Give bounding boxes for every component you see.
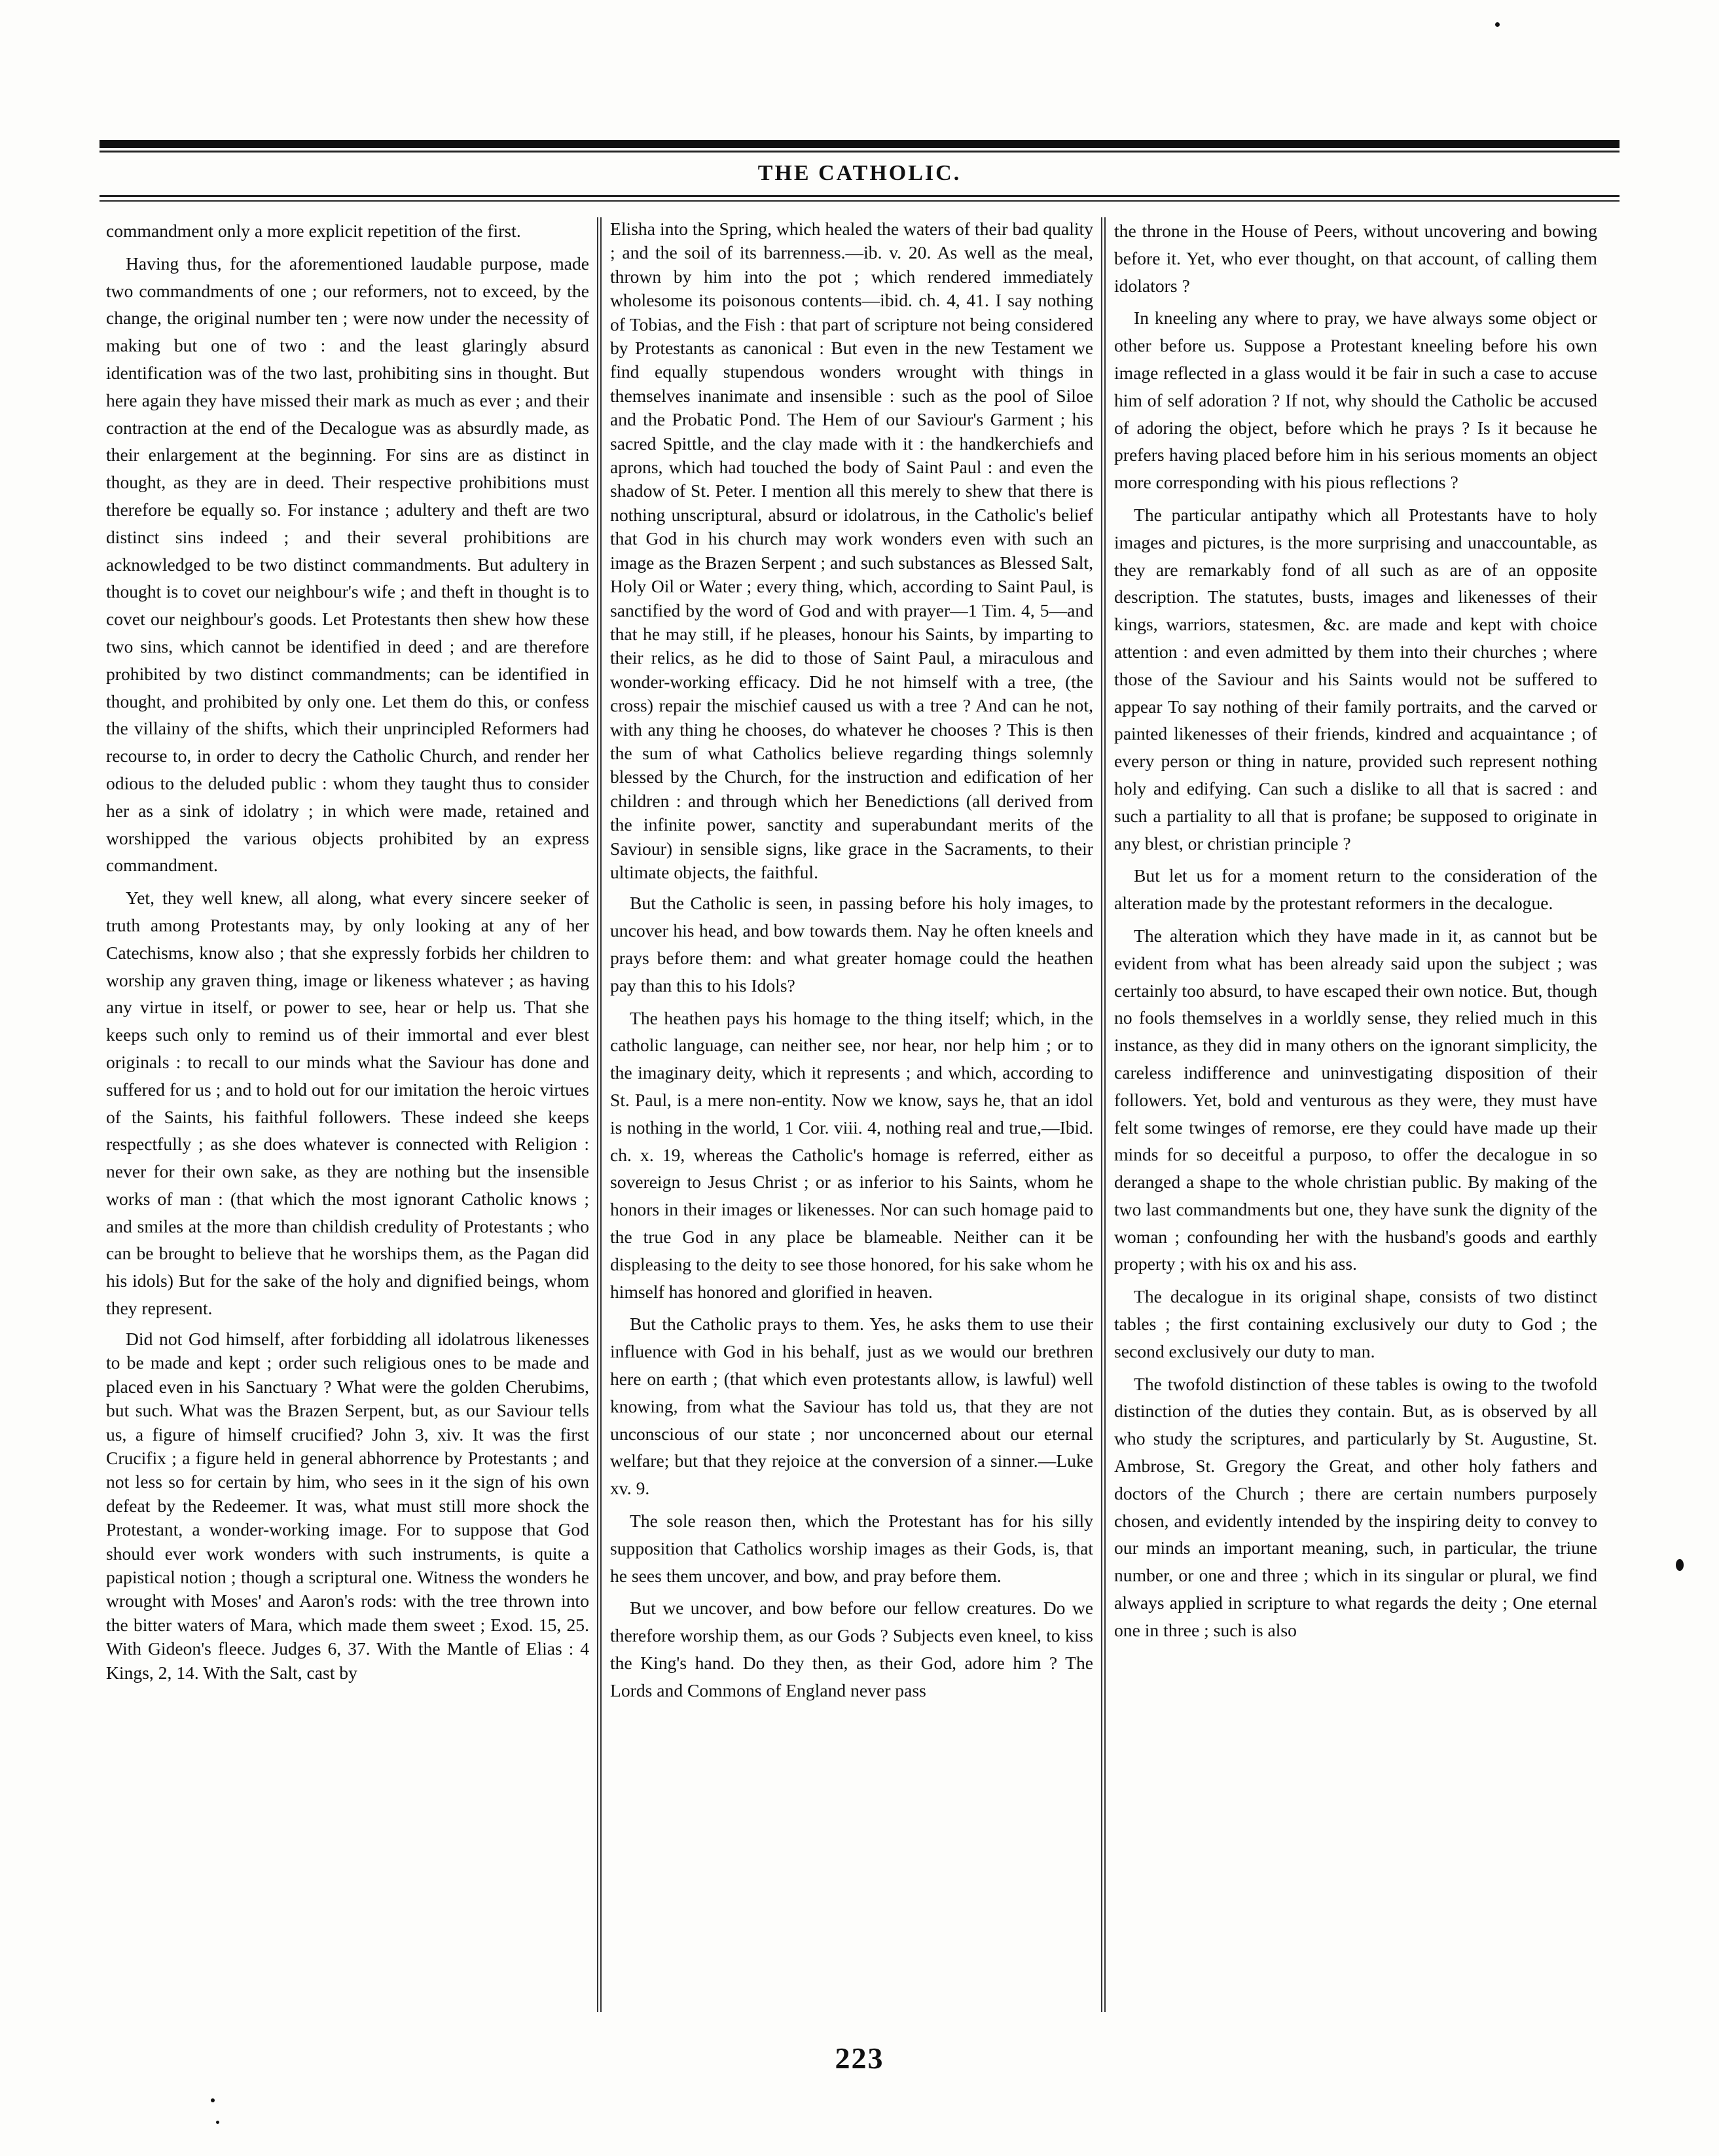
header-rule-top-thin [100, 151, 1619, 153]
column-divider [1100, 217, 1108, 2012]
paragraph: The particular antipathy which all Protestants have to holy images and pictures, is the more surprising and unaccountable, as they are remarkably fond of all such as are of an opposite description. The statutes, busts, images and likenesses of their kings, warriors, statesmen, &c. are made and kept with choice attention : and even admitted by them into their churches ; where those of the Saviour and his Saints would not be suffered to appear To say nothing of their family portraits, and the carved or painted likenesses of their friends, kindred and acquaintance ; of every person or thing in nature, provided such represent nothing holy and edifying. Can such a dislike to all that is sacred : and such a partiality to all that is profane; be supposed to originate in any blest, or christian principle ? [1114, 504, 1597, 853]
paragraph: The decalogue in its original shape, consists of two distinct tables ; the first containing exclusively our duty to God ; the second exclusively our duty to man. [1114, 1286, 1597, 1361]
paragraph: But the Catholic prays to them. Yes, he asks them to use their influence with God in his behalf, just as we would our brethren here on earth ; (that which even protestants allow, is lawful) well knowing, from what the Saviour has told us, that they are not unconscious of our state ; nor unconcerned about our eternal welfare; but that they rejoice at the conversion of a sinner.—Luke xv. 9. [610, 1314, 1093, 1499]
print-speck [1495, 22, 1500, 27]
paragraph: The twofold distinction of these tables is owing to the twofold distinction of the duties they contain. But, as is observed by all who study the scriptures, and particularly by St. Augustine, St. Ambrose, St. Gregory the Great, and other holy fathers and doctors of the Church ; there are certain numbers purposely chosen, and evidently intended by the inspiring deity to convey to our minds an important meaning, such, in particular, the triune number, or one and three ; which in its singular or plural, we find always applied in scripture to what regards the deity ; One eternal one in three ; such is also [1114, 1373, 1597, 1640]
paragraph: Yet, they well knew, all along, what every sincere seeker of truth among Protestants may, by only looking at any of her Catechisms, know also ; that she expressly forbids her children to worship any graven thing, image or likeness whatever ; as having any virtue in itself, or power to see, hear or help us. That she keeps such only to remind us of their immortal and ever blest originals : to recall to our minds what the Saviour has done and suffered for us ; and to hold out for our imitation the heroic virtues of the Saints, his faithful followers. These indeed she keeps respectfully ; as she does whatever is connected with Religion : never for their own sake, as they are nothing but the insensible works of man : (that which the most ignorant Catholic knows ; and smiles at the more than childish credulity of Protestants ; who can be brought to believe that he worships them, as the Pagan did his idols) But for the sake of the holy and dignified beings, whom they represent. [106, 888, 589, 1319]
paragraph: But let us for a moment return to the consideration of the alteration made by the protestant reformers in the decalogue. [1114, 865, 1597, 914]
column-3 [1108, 217, 1604, 2012]
paragraph: commandment only a more explicit repetition of the first. [106, 221, 521, 241]
paragraph: Having thus, for the aforementioned laudable purpose, made two commandments of one ; our reformers, not to exceed, by the change, the original number ten ; were now under the necessity of making but one of two : and the least glaringly absurd identification was of the two last, prohibiting sins in thought. But here again they have missed their mark as much as ever ; and their contraction at the end of the Decalogue was as absurdly made, as their enlargement at the beginning. For sins are as distinct in thought, as they are in deed. Their respective prohibitions must therefore be equally so. For instance ; adultery and theft are two distinct sins indeed ; and their several prohibitions are acknowledged to be two distinct commandments. But adultery in thought is to covet our neighbour's wife ; and theft in thought is to covet our neighbour's goods. Let Protestants then shew how these two sins, which cannot be identified in deed ; and are therefore prohibited by two distinct commandments; can be identified in thought, and prohibited by only one. Let them do this, or confess the villainy of the shifts, which their unprincipled Reformers had recourse to, in order to decry the Catholic Church, and render her odious to the deluded public : whom they taught thus to consider her as a sink of idolatry ; in which were made, retained and worshipped the various objects prohibited by an express commandment. [106, 253, 589, 876]
paragraph: In kneeling any where to pray, we have always some object or other before us. Suppose a Protestant kneeling before his own image reflected in a glass would it be fair in such a case to accuse him of self adoration ? If not, why should the Catholic be accused of adoring the object, before which he prays ? Is it because he prefers having placed before him in his serious moments an object more corresponding with his pious reflections ? [1114, 308, 1597, 493]
page-number: 223 [835, 2041, 884, 2075]
header-rule-top [100, 140, 1619, 148]
header-rule-bottom-2 [100, 200, 1619, 202]
paragraph: But we uncover, and bow before our fellow creatures. Do we therefore worship them, as our Gods ? Subjects even kneel, to kiss the King's hand. Do they then, as their God, adore him ? The Lords and Commons of England never pass [610, 1598, 1093, 1700]
paragraph: Did not God himself, after forbidding all idolatrous likenesses to be made and kept ; order such religious ones to be made and placed even in his Sanctuary ? What were the golden Cherubims, but such. What was the Brazen Serpent, but, as our Saviour tells us, a figure of himself crucified? John 3, xiv. It was the first Crucifix ; a figure held in general abhorrence by Protestants ; and not less so for certain by him, who sees in it the sign of his own defeat by the Redeemer. It was, what must still more shock the Protestant, a wonder-working image. For to suppose that God should ever work wonders with such instruments, is quite a papistical notion ; though a scriptural one. Witness the wonders he wrought with Moses' and Aaron's rods: with the tree thrown into the bitter waters of Mara, which made them sweet ; Exod. 15, 25. With Gideon's fleece. Judges 6, 37. With the Mantle of Elias : 4 Kings, 2, 14. With the Salt, cast by [106, 1328, 589, 1683]
text-columns [100, 217, 1619, 2012]
print-speck [211, 2098, 215, 2102]
paragraph: Elisha into the Spring, which healed the waters of their bad quality ; and the soil of its barrenness.—ib. v. 20. As well as the meal, thrown by him into the pot ; which rendered immediately wholesome its poisonous contents—ibid. ch. 4, 41. I say nothing of Tobias, and the Fish : that part of scripture not being considered by Protestants as canonical : But even in the new Testament we find equally stupendous wonders wrought with things in themselves inanimate and insensible : such as the pool of Siloe and the Probatic Pond. The Hem of our Saviour's Garment ; his sacred Spittle, and the clay made with it : the handkerchiefs and aprons, which had touched the body of Saint Paul : and even the shadow of St. Peter. I mention all this merely to shew that there is nothing unscriptural, absurd or idolatrous, in the Catholic's belief that God in his church may work wonders even with such an image as the Brazen Serpent ; and such substances as Blessed Salt, Holy Oil or Water ; every thing, which, according to Saint Paul, is sanctified by the word of God and with prayer—1 Tim. 4, 5—and that he may still, if he pleases, honour his Saints, by imparting to their relics, as he did to those of Saint Paul, a miraculous and wonder-working efficacy. Did he not himself with a tree, (the cross) repair the mischief caused us with a tree ? And can he not, with any thing he chooses, do whatever he chooses ? This is then the sum of what Catholics believe regarding things solemnly blessed by the Church, for the instruction and edification of her children : and through which her Benedictions (all derived from the infinite power, sanctity and superabundant merits of the Saviour) in sensible signs, like grace in the Sacraments, to their ultimate objects, the faithful. [610, 219, 1093, 882]
print-speck [1676, 1559, 1684, 1571]
column-2 [604, 217, 1100, 2012]
paragraph: The heathen pays his homage to the thing itself; which, in the catholic language, can neither see, nor hear, nor help him ; or to the imaginary deity, which it represents ; and which, according to St. Paul, is a mere non-entity. Now we know, says he, that an idol is nothing in the world, 1 Cor. viii. 4, nothing real and true,—Ibid. ch. x. 19, whereas the Catholic's homage is referred, either as sovereign to Jesus Christ ; or as inferior to his Saints, whom he honors in their images or likenesses. Nor can such homage paid to the true God in any place be blameable. Neither can it be displeasing to the deity to see those honored, for his sake whom he himself has honored and glorified in heaven. [610, 1007, 1093, 1302]
print-speck [216, 2121, 219, 2124]
column-divider [596, 217, 604, 2012]
paragraph: the throne in the House of Peers, without uncovering and bowing before it. Yet, who ever thought, on that account, of calling them idolators ? [1114, 221, 1597, 296]
paragraph: But the Catholic is seen, in passing before his holy images, to uncover his head, and bow towards them. Nay he often kneels and prays before them: and what greater homage could the heathen pay than this to his Idols? [610, 893, 1093, 996]
paragraph: The sole reason then, which the Protestant has for his silly supposition that Catholics worship images as their Gods, is, that he sees them uncover, and bow, and pray before them. [610, 1510, 1093, 1586]
header-rule-bottom [100, 195, 1619, 197]
paragraph: The alteration which they have made in it, as cannot but be evident from what has been already said upon the subject ; was certainly too absurd, to have escaped their own notice. But, though no fools themselves in a worldly sense, they relied much in this instance, as they did in many others on the ignorant simplicity, the careless indifference and uninvestigating disposition of their followers. Yet, bold and venturous as they were, they must have felt some twinges of remorse, ere they could have made up their minds for so deceitful a purposo, to offer the decalogue in so deranged a shape to the whole christian public. By making of the two last commandments but one, they have sunk the dignity of the woman ; confounding her with the husband's goods and earthly property ; with his ox and his ass. [1114, 925, 1597, 1274]
running-head-title: THE CATHOLIC. [757, 161, 962, 185]
column-1 [100, 217, 596, 2012]
